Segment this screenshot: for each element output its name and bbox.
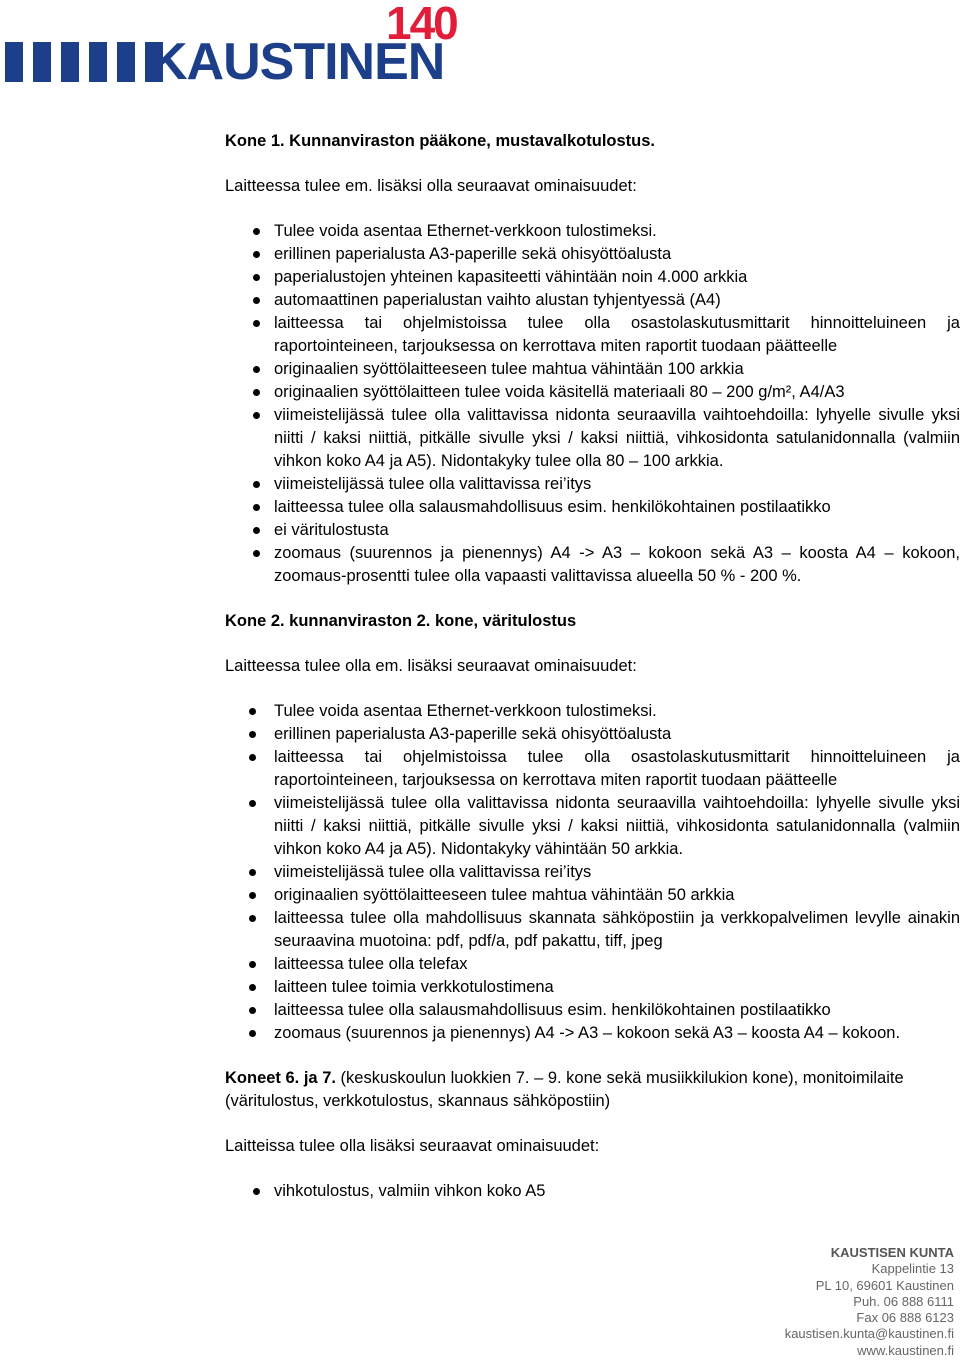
list-item: laitteessa tulee olla mahdollisuus skannata sähköpostiin ja verkkopalvelimen levylle ainakin seuraavina muotoina: pdf, pdf/a, pdf pakattu, tiff, jpeg [225, 907, 960, 953]
section1-intro: Laitteessa tulee em. lisäksi olla seuraavat ominaisuudet: [225, 177, 637, 195]
section3-title-bold: Koneet 6. ja 7. [225, 1069, 336, 1087]
address-street: Kappelintie 13 [871, 1261, 954, 1277]
section2-title: Kone 2. kunnanviraston 2. kone, väritulostus [225, 612, 577, 630]
list-item: zoomaus (suurennos ja pienennys) A4 -> A3 – kokoon sekä A3 – koosta A4 – kokoon, zoomaus-prosentti tulee olla vapaasti valittavissa alueella 50 % - 200 %. [225, 542, 960, 588]
address-email[interactable]: kaustisen.kunta@kaustinen.fi [784, 1326, 954, 1342]
logo-word: KAUSTINEN [150, 33, 445, 91]
address-phone: Puh. 06 888 6111 [853, 1293, 954, 1309]
logo-bar [33, 42, 51, 82]
list-item: paperialustojen yhteinen kapasiteetti vähintään noin 4.000 arkkia [225, 266, 960, 289]
address-web[interactable]: www.kaustinen.fi [857, 1342, 954, 1358]
list-item: viimeistelijässä tulee olla valittavissa rei’itys [225, 473, 960, 496]
section3-title-rest: (keskuskoulun luokkien 7. – 9. kone sekä musiikkilukion kone), monitoimilaite (väritulostus, verkkotulostus, skannaus sähköpostiin) [225, 1069, 904, 1110]
list-item: laitteen tulee toimia verkkotulostimena [225, 976, 960, 999]
list-item: originaalien syöttölaitteeseen tulee mahtua vähintään 50 arkkia [225, 884, 960, 907]
section3-intro: Laitteissa tulee olla lisäksi seuraavat ominaisuudet: [225, 1137, 600, 1155]
list-item: ei väritulostusta [225, 519, 960, 542]
logo-bar [5, 42, 23, 82]
section3-title [225, 1067, 960, 1113]
list-item: laitteessa tulee olla salausmahdollisuus esim. henkilökohtainen postilaatikko [225, 496, 960, 519]
kaustinen-140-logo [0, 0, 480, 95]
list-item: Tulee voida asentaa Ethernet-verkkoon tulostimeksi. [225, 700, 960, 723]
list-item: originaalien syöttölaitteen tulee voida käsitellä materiaali 80 – 200 g/m², A4/A3 [225, 381, 960, 404]
address-fax: Fax 06 888 6123 [856, 1310, 954, 1326]
section3-list [225, 1180, 960, 1203]
logo-anniversary-number: 140 [386, 0, 457, 49]
logo-bar [117, 42, 135, 82]
list-item: viimeistelijässä tulee olla valittavissa nidonta seuraavilla vaihtoehdoilla: lyhyelle sivulle yksi niitti / kaksi niittiä, pitkälle sivulle yksi / kaksi niittiä, vihkosidonta satulanidonnalla (valmiin vihkon koko A4 ja A5). Nidontakyky vähintään 50 arkkia. [225, 792, 960, 861]
list-item: zoomaus (suurennos ja pienennys) A4 -> A3 – kokoon sekä A3 – koosta A4 – kokoon. [225, 1022, 960, 1045]
section1-title: Kone 1. Kunnanviraston pääkone, mustavalkotulostus. [225, 132, 656, 150]
address-org: KAUSTISEN KUNTA [830, 1245, 954, 1260]
list-item: automaattinen paperialustan vaihto alustan tyhjentyessä (A4) [225, 289, 960, 312]
section2-intro: Laitteessa tulee olla em. lisäksi seuraavat ominaisuudet: [225, 657, 637, 675]
list-item: laitteessa tulee olla salausmahdollisuus esim. henkilökohtainen postilaatikko [225, 999, 960, 1022]
list-item: viimeistelijässä tulee olla valittavissa rei’itys [225, 861, 960, 884]
list-item: laitteessa tai ohjelmistoissa tulee olla osastolaskutusmittarit hinnoitteluineen ja raportointeineen, tarjouksessa on kerrottava miten raportit tuodaan päätteelle [225, 312, 960, 358]
list-item: viimeistelijässä tulee olla valittavissa nidonta seuraavilla vaihtoehdoilla: lyhyelle sivulle yksi niitti / kaksi niittiä, pitkälle sivulle yksi / kaksi niittiä, vihkosidonta satulanidonnalla (valmiin vihkon koko A4 ja A5). Nidontakyky tulee olla 80 – 100 arkkia. [225, 404, 960, 473]
section2-list [225, 700, 960, 1045]
logo-bar [61, 42, 79, 82]
municipality-address [764, 1245, 954, 1359]
list-item: Tulee voida asentaa Ethernet-verkkoon tulostimeksi. [225, 220, 960, 243]
list-item: erillinen paperialusta A3-paperille sekä ohisyöttöalusta [225, 723, 960, 746]
document-body [225, 130, 960, 1203]
address-postal: PL 10, 69601 Kaustinen [815, 1277, 954, 1293]
list-item: vihkotulostus, valmiin vihkon koko A5 [225, 1180, 960, 1203]
list-item: originaalien syöttölaitteeseen tulee mahtua vähintään 100 arkkia [225, 358, 960, 381]
logo-bars [5, 42, 163, 82]
list-item: erillinen paperialusta A3-paperille sekä ohisyöttöalusta [225, 243, 960, 266]
list-item: laitteessa tulee olla telefax [225, 953, 960, 976]
logo-bar [89, 42, 107, 82]
list-item: laitteessa tai ohjelmistoissa tulee olla osastolaskutusmittarit hinnoitteluineen ja raportointeineen, tarjouksessa on kerrottava miten raportit tuodaan päätteelle [225, 746, 960, 792]
section1-list [225, 220, 960, 588]
